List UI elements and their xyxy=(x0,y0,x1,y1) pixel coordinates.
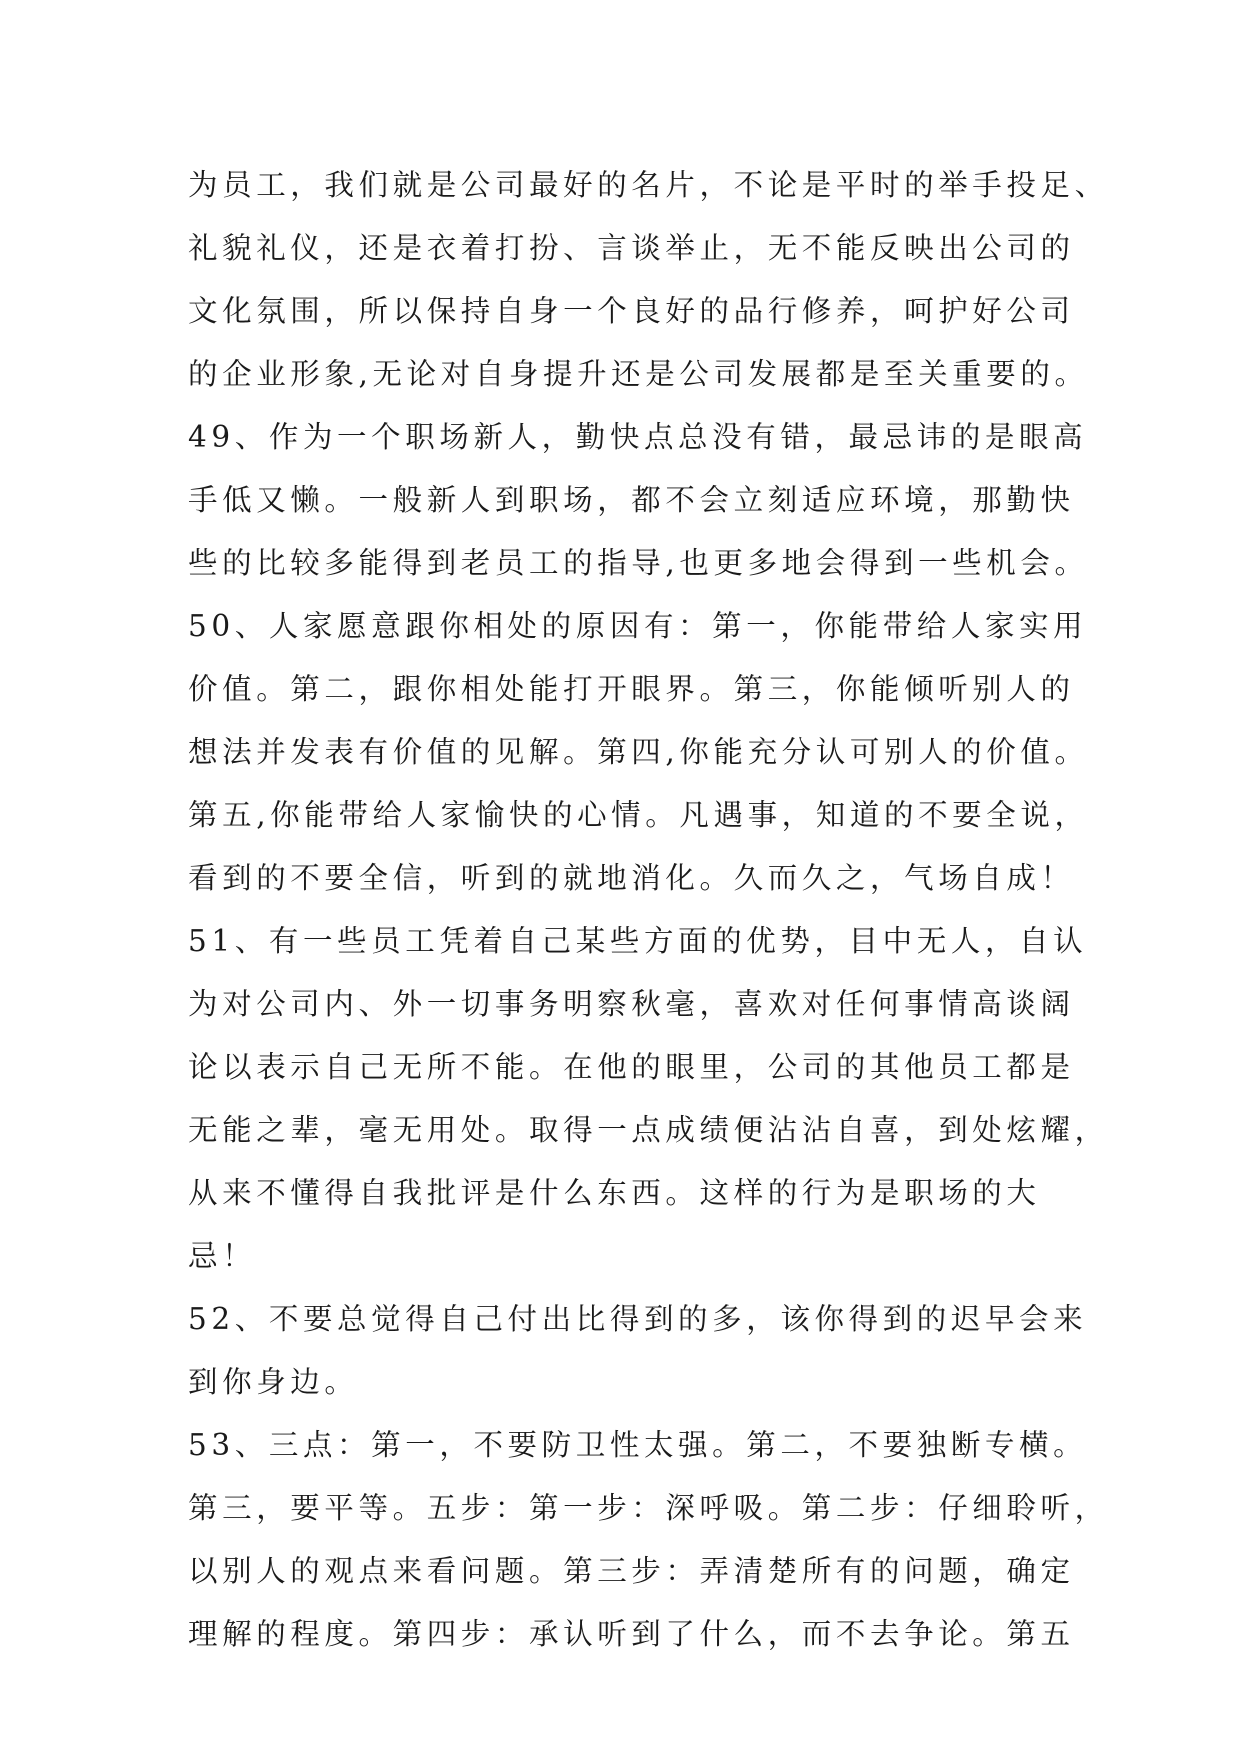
text-line: 为对公司内、外一切事务明察秋毫，喜欢对任何事情高谈阔 xyxy=(188,987,1075,1021)
body-text xyxy=(188,154,1109,1666)
text-line: 手低又懒。一般新人到职场，都不会立刻适应环境，那勤快 xyxy=(188,483,1075,517)
text-line: 为员工，我们就是公司最好的名片，不论是平时的举手投足、 xyxy=(188,168,1109,202)
text-line: 礼貌礼仪，还是衣着打扮、言谈举止，无不能反映出公司的 xyxy=(188,231,1075,265)
text-line: 49、作为一个职场新人，勤快点总没有错，最忌讳的是眼高 xyxy=(188,420,1088,454)
text-line: 以别人的观点来看问题。第三步：弄清楚所有的问题，确定 xyxy=(188,1554,1075,1588)
text-line: 文化氛围，所以保持自身一个良好的品行修养，呵护好公司 xyxy=(188,294,1075,328)
text-line: 52、不要总觉得自己付出比得到的多，该你得到的迟早会来 xyxy=(188,1302,1088,1336)
text-line: 无能之辈，毫无用处。取得一点成绩便沾沾自喜，到处炫耀， xyxy=(188,1113,1109,1147)
text-line: 51、有一些员工凭着自己某些方面的优势，目中无人，自认 xyxy=(188,924,1088,958)
text-line: 到你身边。 xyxy=(188,1365,359,1399)
text-line: 的企业形象,无论对自身提升还是公司发展都是至关重要的。 xyxy=(188,357,1089,391)
text-line: 价值。第二，跟你相处能打开眼界。第三，你能倾听别人的 xyxy=(188,672,1075,706)
text-line: 想法并发表有价值的见解。第四,你能充分认可别人的价值。 xyxy=(188,735,1089,769)
text-line: 看到的不要全信，听到的就地消化。久而久之，气场自成！ xyxy=(188,861,1075,895)
text-line: 忌！ xyxy=(188,1239,257,1273)
text-line: 53、三点：第一，不要防卫性太强。第二，不要独断专横。 xyxy=(188,1428,1088,1462)
text-line: 第五,你能带给人家愉快的心情。凡遇事，知道的不要全说， xyxy=(188,798,1089,832)
text-line: 些的比较多能得到老员工的指导,也更多地会得到一些机会。 xyxy=(188,546,1089,580)
text-line: 理解的程度。第四步：承认听到了什么，而不去争论。第五 xyxy=(188,1617,1075,1651)
text-line: 论以表示自己无所不能。在他的眼里，公司的其他员工都是 xyxy=(188,1050,1075,1084)
text-line: 从来不懂得自我批评是什么东西。这样的行为是职场的大 xyxy=(188,1176,1041,1210)
text-line: 第三，要平等。五步：第一步：深呼吸。第二步：仔细聆听， xyxy=(188,1491,1109,1525)
text-line: 50、人家愿意跟你相处的原因有：第一，你能带给人家实用 xyxy=(188,609,1088,643)
